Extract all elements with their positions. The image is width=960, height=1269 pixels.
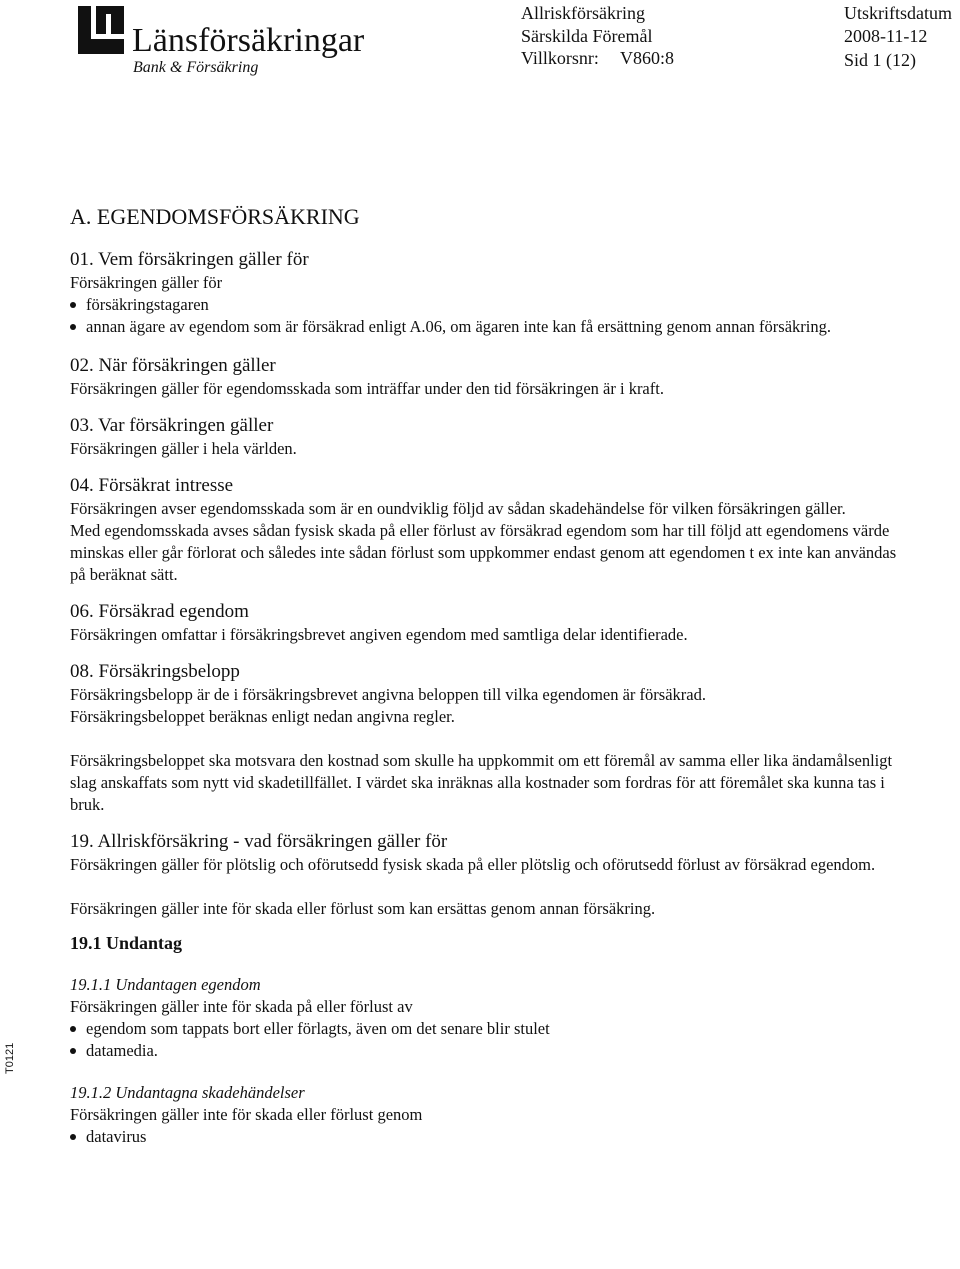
section-08 [70,660,910,816]
list-item: datamedia. [70,1040,910,1062]
bullet-list [70,294,910,338]
brand-name: Länsförsäkringar [132,22,365,59]
section-heading: 01. Vem försäkringen gäller för [70,249,309,270]
spacer [70,728,910,750]
section-heading: 08. Försäkringsbelopp [70,661,240,682]
section-heading: 19. Allriskförsäkring - vad försäkringen gäller för [70,831,448,852]
section-heading: 06. Försäkrad egendom [70,601,249,622]
section-heading-19-1: 19.1 Undantag [70,933,183,953]
print-date-value: 2008-11-12 [844,26,928,46]
document-title: Allriskförsäkring [521,3,645,23]
document-body [70,202,910,1158]
form-code: T0121 [4,1042,16,1074]
print-date-label: Utskriftsdatum [844,3,952,23]
brand-tagline: Bank & Försäkring [133,59,259,76]
spacer [70,876,910,898]
document-subtitle: Särskilda Föremål [521,26,653,46]
paragraph: Försäkringen gäller för egendomsskada som inträffar under den tid försäkringen är i kraft. [70,379,664,398]
bullet-list [70,1018,910,1062]
paragraph: Försäkringen omfattar i försäkringsbrevet angiven egendom med samtliga delar identifierade. [70,625,688,644]
paragraph: Försäkringen gäller inte för skada eller förlust genom [70,1105,423,1124]
section-04 [70,474,910,586]
bullet-list [70,1126,910,1148]
policy-number-value: V860:8 [620,48,674,68]
page-indicator: Sid 1 (12) [844,50,916,70]
paragraph: Försäkringen gäller i hela världen. [70,439,297,458]
paragraph: Försäkringen avser egendomsskada som är en oundviklig följd av sådan skadehändelse för vilken försäkringen gäller. [70,499,846,518]
section-01 [70,248,910,338]
paragraph: Försäkringsbeloppet beräknas enligt nedan angivna regler. [70,707,455,726]
section-02 [70,354,910,400]
section-03 [70,414,910,460]
paragraph: Försäkringsbelopp är de i försäkringsbrevet angivna beloppen till vilka egendomen är försäkrad. [70,685,706,704]
paragraph: Försäkringen gäller för [70,273,223,292]
section-heading: 02. När försäkringen gäller [70,355,276,376]
section-heading: 04. Försäkrat intresse [70,475,234,496]
paragraph: Försäkringen gäller inte för skada på eller förlust av [70,997,413,1016]
paragraph: Försäkringen gäller inte för skada eller förlust som kan ersättas genom annan försäkring. [70,899,656,918]
section-19-1-2 [70,1082,910,1148]
list-item: försäkringstagaren [70,294,910,316]
paragraph: Försäkringen gäller för plötslig och oförutsedd fysisk skada på eller plötslig och oförutsedd förlust av försäkrad egendom. [70,855,876,874]
list-item: datavirus [70,1126,910,1148]
section-19-1-1 [70,974,910,1062]
company-logo-icon [78,6,124,54]
section-06 [70,600,910,646]
policy-number-label: Villkorsnr: [521,48,599,68]
list-item: egendom som tappats bort eller förlagts, även om det senare blir stulet [70,1018,910,1040]
section-19 [70,830,910,920]
paragraph: Försäkringsbeloppet ska motsvara den kostnad som skulle ha uppkommit om ett föremål av samma eller lika ändamålsenligt slag anskaffats som nytt vid skadetillfället. I värdet ska inräknas alla kostnader som fordras för att föremålet ska kunna tas i bruk. [70,751,893,814]
subsection-heading: 19.1.1 Undantagen egendom [70,975,261,994]
subsection-heading: 19.1.2 Undantagna skadehändelser [70,1083,305,1102]
list-item: annan ägare av egendom som är försäkrad enligt A.06, om ägaren inte kan få ersättning genom annan försäkring. [70,316,910,338]
main-title: A. EGENDOMSFÖRSÄKRING [70,204,360,229]
paragraph: Med egendomsskada avses sådan fysisk skada på eller förlust av försäkrad egendom som har till följd att egendomens värde minskas eller går förlorat och således inte sådan förlust som uppkommer endast genom att egendomen t ex inte kan användas på beräknat sätt. [70,521,897,584]
section-heading: 03. Var försäkringen gäller [70,415,274,436]
